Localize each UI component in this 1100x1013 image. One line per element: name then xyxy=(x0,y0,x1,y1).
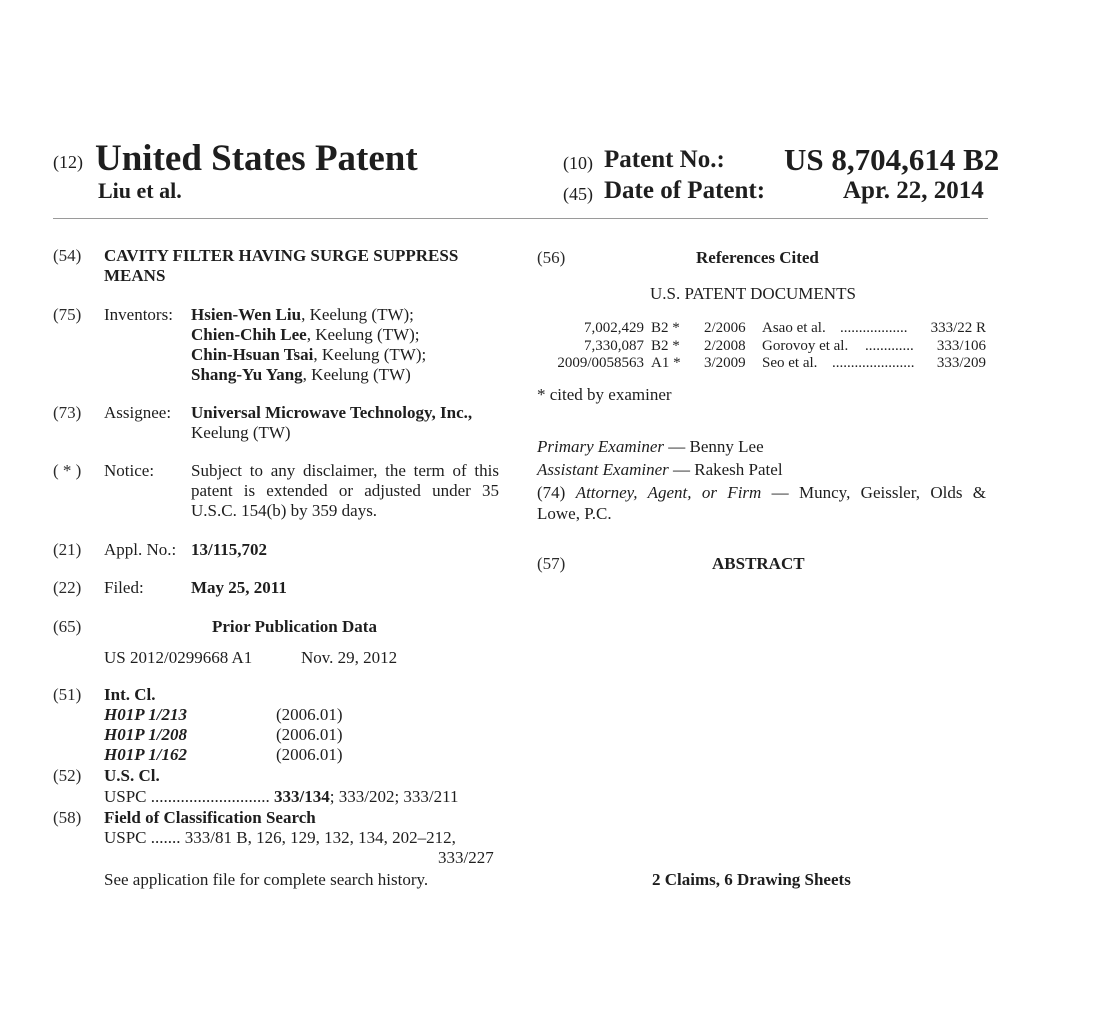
abstract-code: (57) xyxy=(537,554,566,573)
assistant-examiner: Assistant Examiner — Rakesh Patel xyxy=(537,460,783,479)
intcl-class: H01P 1/213 xyxy=(104,705,187,724)
assignee-label: Assignee: xyxy=(104,403,172,422)
ref-kind: B2 * xyxy=(651,338,680,354)
notice-code: ( * ) xyxy=(53,461,82,480)
title-code: (54) xyxy=(53,246,82,265)
date-code: (45) xyxy=(563,184,593,204)
ref-number: 7,330,087 xyxy=(584,338,644,354)
filed-label: Filed: xyxy=(104,578,144,597)
inventors-label: Inventors: xyxy=(104,305,173,324)
ref-kind: A1 * xyxy=(651,355,681,371)
ref-name: Asao et al. xyxy=(762,320,826,336)
page-title: United States Patent xyxy=(95,138,418,179)
filed-date: May 25, 2011 xyxy=(191,578,287,597)
prior-code: (65) xyxy=(53,617,82,636)
field-label: Field of Classification Search xyxy=(104,808,316,827)
inventor: Chin-Hsuan Tsai, Keelung (TW); xyxy=(191,345,427,364)
intcl-label: Int. Cl. xyxy=(104,685,156,704)
appl-number: 13/115,702 xyxy=(191,540,268,559)
refs-heading: References Cited xyxy=(696,248,819,267)
inventor: Shang-Yu Yang, Keelung (TW) xyxy=(191,365,411,384)
patent-no-code: (10) xyxy=(563,153,593,173)
intcl-class: H01P 1/162 xyxy=(104,745,187,764)
ref-number: 2009/0058563 xyxy=(557,355,644,371)
notice-text: Subject to any disclaimer, the term of this patent is extended or adjusted under 35 U.S.C. 154(b) by 359 days. xyxy=(191,461,499,520)
ref-dots: .................. xyxy=(840,320,908,336)
ref-class: 333/209 xyxy=(936,355,986,371)
primary-examiner: Primary Examiner — Benny Lee xyxy=(537,437,764,456)
patent-number: US 8,704,614 B2 xyxy=(784,142,1000,177)
patent-no-label: Patent No.: xyxy=(604,146,725,173)
assignee-location: Keelung (TW) xyxy=(191,423,291,442)
inventor: Chien-Chih Lee, Keelung (TW); xyxy=(191,325,420,344)
authors: Liu et al. xyxy=(98,178,182,203)
notice-label: Notice: xyxy=(104,461,155,480)
cited-note: * cited by examiner xyxy=(537,385,672,404)
abstract-heading: ABSTRACT xyxy=(712,554,805,573)
ref-kind: B2 * xyxy=(651,320,680,336)
intcl-version: (2006.01) xyxy=(276,745,343,764)
intcl-code: (51) xyxy=(53,685,82,704)
refs-code: (56) xyxy=(537,248,566,267)
inventor: Hsien-Wen Liu, Keelung (TW); xyxy=(191,305,414,324)
ref-date: 2/2006 xyxy=(704,320,746,336)
ref-date: 3/2009 xyxy=(704,355,746,371)
intcl-version: (2006.01) xyxy=(276,705,343,724)
attorney: (74) Attorney, Agent, or Firm — Muncy, Geissler, Olds & Lowe, P.C. xyxy=(537,483,987,523)
ref-name: Seo et al. xyxy=(762,355,818,371)
refs-subheading: U.S. PATENT DOCUMENTS xyxy=(650,284,856,303)
claims-summary: 2 Claims, 6 Drawing Sheets xyxy=(652,870,851,889)
header-divider xyxy=(53,218,988,219)
uscl-code: (52) xyxy=(53,766,82,785)
uscl-label: U.S. Cl. xyxy=(104,766,160,785)
inventors-code: (75) xyxy=(53,305,82,324)
field-note: See application file for complete search history. xyxy=(104,870,429,889)
field-uspc-cont: 333/227 xyxy=(438,848,494,867)
field-uspc-line: USPC ....... 333/81 B, 126, 129, 132, 134, 202–212, xyxy=(104,828,456,847)
intcl-version: (2006.01) xyxy=(276,725,343,744)
date-label: Date of Patent: xyxy=(604,177,766,204)
patent-date: Apr. 22, 2014 xyxy=(843,177,984,204)
ref-dots: ...................... xyxy=(832,355,915,371)
appl-label: Appl. No.: xyxy=(104,540,177,559)
field-code: (58) xyxy=(53,808,82,827)
ref-name: Gorovoy et al. xyxy=(762,338,849,354)
filed-code: (22) xyxy=(53,578,82,597)
ref-class: 333/106 xyxy=(936,338,986,354)
ref-date: 2/2008 xyxy=(704,338,746,354)
inventor-list xyxy=(191,305,426,385)
prior-publication: US 2012/0299668 A1 xyxy=(104,648,253,667)
assignee-name: Universal Microwave Technology, Inc., xyxy=(191,403,473,422)
appl-code: (21) xyxy=(53,540,82,559)
ref-class: 333/22 R xyxy=(930,320,986,336)
uscl-line: USPC ............................ 333/134; 333/202; 333/211 xyxy=(104,787,459,806)
kind-code: (12) xyxy=(53,152,83,172)
intcl-class: H01P 1/208 xyxy=(104,725,187,744)
prior-heading: Prior Publication Data xyxy=(212,617,377,636)
invention-title-line2: MEANS xyxy=(104,266,166,285)
invention-title-line1: CAVITY FILTER HAVING SURGE SUPPRESS xyxy=(104,246,459,265)
ref-dots: ............. xyxy=(865,338,914,354)
ref-number: 7,002,429 xyxy=(584,320,644,336)
prior-date: Nov. 29, 2012 xyxy=(301,648,398,667)
assignee-code: (73) xyxy=(53,403,82,422)
